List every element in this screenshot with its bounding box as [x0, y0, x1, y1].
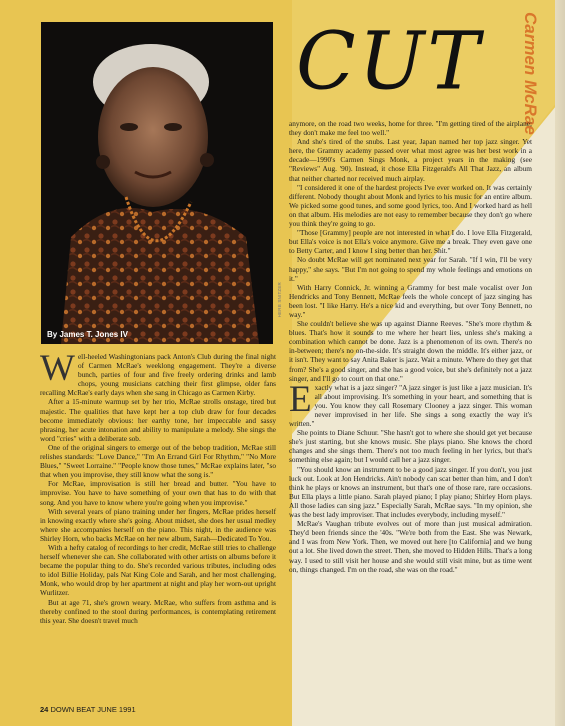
photo-credit: By James T. Jones IV [47, 330, 128, 339]
article-paragraph [40, 598, 276, 625]
paragraph-text: But at age 71, she's grown weary. McRae, who suffers from asthma and is thereby confined to the stool during performances, is contemplating retirement this year. She doesn't travel much [40, 597, 276, 625]
magazine-name: DOWN BEAT [50, 705, 96, 714]
article-paragraph [289, 519, 532, 574]
article-paragraph [40, 507, 276, 543]
paragraph-text: No doubt McRae will get nominated next year for Sarah. "If I win, I'll be very happy," she says. "But I'm not going to spend my whole feelings and emotions on it." [289, 255, 532, 283]
article-paragraph [289, 319, 532, 383]
paragraph-text: "You should know an instrument to be a good jazz singer. If you don't, you just luck out. Look at Jon Hendricks. Ain't nobody can scat better than him, and I don't think he plays or knows an instrument, but that's one of those rare, rare occasions. But Ella plays a little piano. Sarah played piano; I play piano; Shirley Horn plays. All those ladies can sing jazz." Especially Sarah, McRae says. "In my opinion, she was the best lady improviser. That includes everybody, including myself." [289, 464, 532, 520]
article-right-column [289, 119, 532, 574]
page-edge-shadow [555, 0, 565, 726]
article-paragraph [40, 443, 276, 479]
subject-name: Carmen McRae [521, 12, 540, 135]
article-paragraph [40, 348, 276, 398]
article-paragraph [289, 465, 532, 520]
page-footer [40, 705, 136, 714]
drop-cap: W [40, 348, 75, 389]
paragraph-text: ell-heeled Washingtonians pack Anton's Club during the final night of Carmen McRae's weeklong engagement. They're a diverse bunch, parties of four and five freely ordering drinks and lamb chops, young musicians catching their first glimpse, older fans recalling McRae's early days when she sang in Chicago as Carmen Kirby. [40, 352, 276, 398]
drop-cap: E [289, 378, 312, 420]
paragraph-text: With Harry Connick, Jr. winning a Grammy for best male vocalist over Jon Hendricks and Tony Bennett, McRae feels the whole concept of jazz singing has been lost. "I like Harry. He's a nice kid and everything, but over Tony Bennett, no way." [289, 282, 532, 319]
portrait-photo [41, 22, 273, 344]
article-paragraph [289, 228, 532, 255]
article-paragraph [40, 543, 276, 598]
article-paragraph [289, 428, 532, 464]
paragraph-text: xactly what is a jazz singer? "A jazz singer is just like a jazz musician. It's all about improvising. It's something in your heart, and something that is you. You know they call Rosemary Clooney a jazz singer. This woman never improvised in her life. She sings a song exactly the way it's written." [289, 382, 532, 429]
article-paragraph [289, 378, 532, 429]
paragraph-text: "Those [Grammy] people are not interested in what I do. I love Ella Fitzgerald, but Ella's voice is not Ella's voice anymore. Give me a break. They even gave one to Betty Carter, and I know I sing better than her. Shit." [289, 228, 532, 256]
paragraph-text: She points to Diane Schuur. "She hasn't got to where she should get yet because she's just starting, but she knows music. She plays piano. She knows the chord changes and she sings them. There's not too much feeling in her lyrics, but that's something else again; but I would call her a jazz singer. [289, 428, 532, 465]
paragraph-text: After a 15-minute warmup set by her trio, McRae strolls onstage, tired but majestic. The qualities that have kept her a top club draw for four decades become immediately obvious: her earthy tone, her impeccable and sassy phrasing, her acute intonation and ability to manipulate a melody. She sings the word "cries" with a deliberate sob. [40, 397, 276, 443]
paragraph-text: For McRae, improvisation is still her bread and butter. "You have to improvise. You have to have something of your own that has to do with that song. And you have to know where you're going when you improvise." [40, 479, 276, 507]
article-paragraph [289, 119, 532, 137]
paragraph-text: She couldn't believe she was up against Dianne Reeves. "She's more rhythm & blues. That's how it sounds to me where her heart lies, unless she's making a combination which cannot be done. Jazz is a phenomenon of its own. There's no in-between; there's no on-the-side. It's straight down the middle. It's either jazz, or it isn't. They want to say Anita Baker is jazz. Wait a minute. Where do they get that from? She's a good singer, and she has a good voice, but she's definitely not a jazz singer, and I'll go to court on that one." [289, 319, 532, 383]
paragraph-text: McRae's Vaughan tribute evolves out of more than just musical admiration. They'd been friends since the '40s. "We're both from the East. She was Newark, and I was from New York. Then, we moved out here [to California] and we hung out a lot. She lived down the street. Then, she moved to Hidden Hills. That's a long way. I used to still visit her house and she would still visit mine, but as time went on, things changed. I'm on the road, she was on the road." [289, 519, 532, 574]
paragraph-text: anymore, on the road two weeks, home for three. "I'm getting tired of the airplane; they don't make me feel too well." [289, 119, 532, 138]
headline-title: CUT [296, 16, 483, 108]
paragraph-text: With several years of piano training under her fingers, McRae prides herself in knowing exactly where she's going. About midset, she does her usual medley where she accompanies herself on the piano. This night, in the audience was Shirley Horn, who backs McRae on her new album, Sarah—Dedicated To You. [40, 506, 276, 543]
page-number: 24 [40, 705, 49, 714]
issue-date: JUNE 1991 [97, 705, 136, 714]
article-paragraph [289, 183, 532, 228]
paragraph-text: With a hefty catalog of recordings to her credit, McRae still tries to challenge herself whenever she can. She collaborated with other artists on albums before it became the popular thing to do. She's recorded various tributes, including odes to idol Billie Holiday, pals Nat King Cole and Sarah, and her most challenging, Monk, who would drop by her apartment at night and play her worn-out upright Wurlitzer. [40, 542, 276, 598]
article-paragraph [289, 137, 532, 182]
article-paragraph [40, 397, 276, 442]
article-paragraph [289, 255, 532, 282]
article-left-column [40, 348, 276, 625]
paragraph-text: And she's tired of the snubs. Last year, Japan named her top jazz singer. Yet here, the Grammy academy passed over what most agree was her best work in a decade—1990's Carmen Sings Monk, a project years in the making (see "Reviews" Aug. '90). Instead, it chose Ella Fitzgerald's All That Jazz, an album that neither charted nor received much airplay. [289, 137, 532, 183]
portrait-photo-icon [41, 22, 273, 344]
article-paragraph [40, 479, 276, 506]
paragraph-text: One of the original singers to emerge out of the bebop tradition, McRae still relishes standards: "Love Dance," "I'm An Errand Girl For Rhythm," "No More Blues," "Sweet Lorraine." "People know those tunes," McRae explains later, "so that when you improvise, they still know what the song is." [40, 442, 276, 480]
paragraph-text: "I considered it one of the hardest projects I've ever worked on. It was certainly different. Nobody thought about Monk and lyrics to his music for an entire album. We picked some good tunes, and some good lyrics, too. And I worked hard as hell on that album. His melodies are not easy to remember because they don't go where you think they're going to go. [289, 182, 532, 229]
photographer-credit: HERB SNITZER [277, 282, 282, 318]
article-paragraph [289, 283, 532, 319]
